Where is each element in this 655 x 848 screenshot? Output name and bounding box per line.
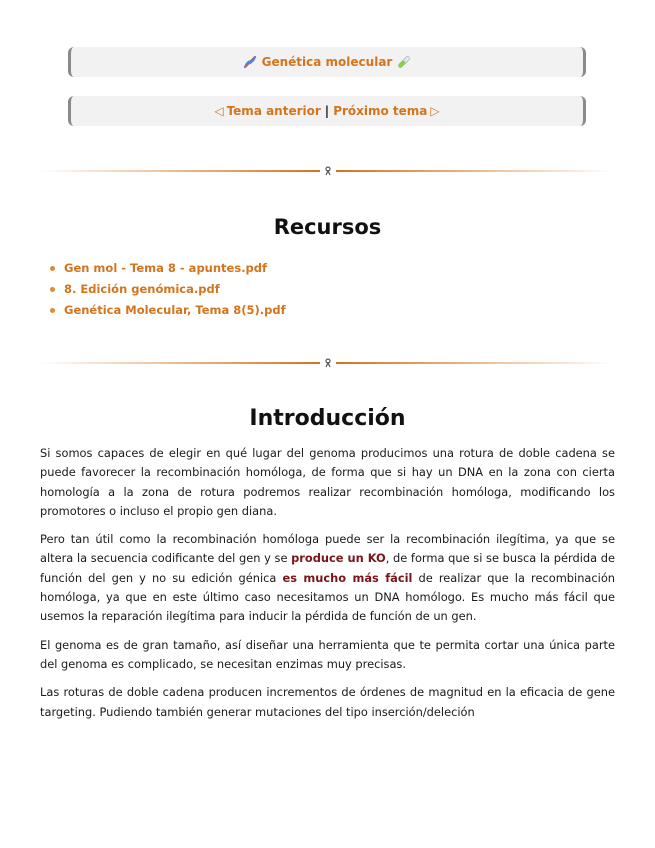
previous-topic-link[interactable]: Tema anterior <box>226 104 321 118</box>
resource-item <box>64 279 286 300</box>
previous-arrow-icon[interactable]: ◁ <box>214 104 224 118</box>
resource-item <box>64 300 286 321</box>
course-title-link[interactable]: Genética molecular <box>261 55 393 69</box>
resource-link-edicion-genomica[interactable]: 8. Edición genómica.pdf <box>64 282 220 296</box>
next-topic-link[interactable]: Próximo tema <box>333 104 428 118</box>
resources-list <box>36 258 286 321</box>
paragraph <box>40 530 615 626</box>
dna-icon <box>243 55 257 69</box>
paragraph: El genoma es de gran tamaño, así diseñar una herramienta que te permita cortar una única parte del genoma es complicado, se necesitan enzimas muy precisas. <box>40 637 615 671</box>
test-tube-icon <box>397 55 411 69</box>
resource-item <box>64 258 286 279</box>
highlight-produce-ko: produce un KO <box>291 551 386 566</box>
resources-heading: Recursos <box>273 215 382 239</box>
header-callout <box>68 47 586 77</box>
section-divider <box>40 167 615 175</box>
resource-link-apuntes[interactable]: Gen mol - Tema 8 - apuntes.pdf <box>64 261 268 275</box>
intro-heading: Introducción <box>249 406 406 431</box>
paragraph-text: , de forma que si se busca la pérdida de función del gen y no su edición génica <box>40 551 616 585</box>
knot-ornament-icon <box>320 358 336 368</box>
divider-line-left <box>40 362 320 364</box>
paragraph: Si somos capaces de elegir en qué lugar del genoma producimos una rotura de doble cadena se puede favorecer la recombinación homóloga, de forma que si hay un DNA en la zona con cierta homología a la zona de rotura podremos realizar recombinación homóloga, modificando los promotores o incluso el propio gen diana. <box>40 446 615 518</box>
section-divider <box>40 359 615 367</box>
nav-separator: | <box>324 104 330 118</box>
paragraph-text: de realizar que la recombinación homóloga, ya que en este último caso necesitamos un DNA homólogo. Es mucho más fácil que usemos la reparación ilegítima para inducir la pérdida de función de un gen. <box>40 570 616 624</box>
divider-line-right <box>336 170 616 172</box>
knot-ornament-icon <box>320 166 336 176</box>
paragraph-text: Pero tan útil como la recombinación homóloga puede ser la recombinación ilegítima, ya que se altera la secuencia codificante del gen y se <box>40 532 615 566</box>
next-arrow-icon[interactable]: ▷ <box>430 104 440 118</box>
highlight-mucho-mas-facil: es mucho más fácil <box>282 570 413 585</box>
divider-line-right <box>336 362 616 364</box>
topic-navigation <box>68 96 586 126</box>
paragraph: Las roturas de doble cadena producen incrementos de órdenes de magnitud en la eficacia de gene targeting. Pudiendo también generar mutaciones del tipo inserción/deleción <box>40 685 615 719</box>
resource-link-tema8[interactable]: Genética Molecular, Tema 8(5).pdf <box>64 303 286 317</box>
divider-line-left <box>40 170 320 172</box>
intro-content <box>40 444 615 731</box>
